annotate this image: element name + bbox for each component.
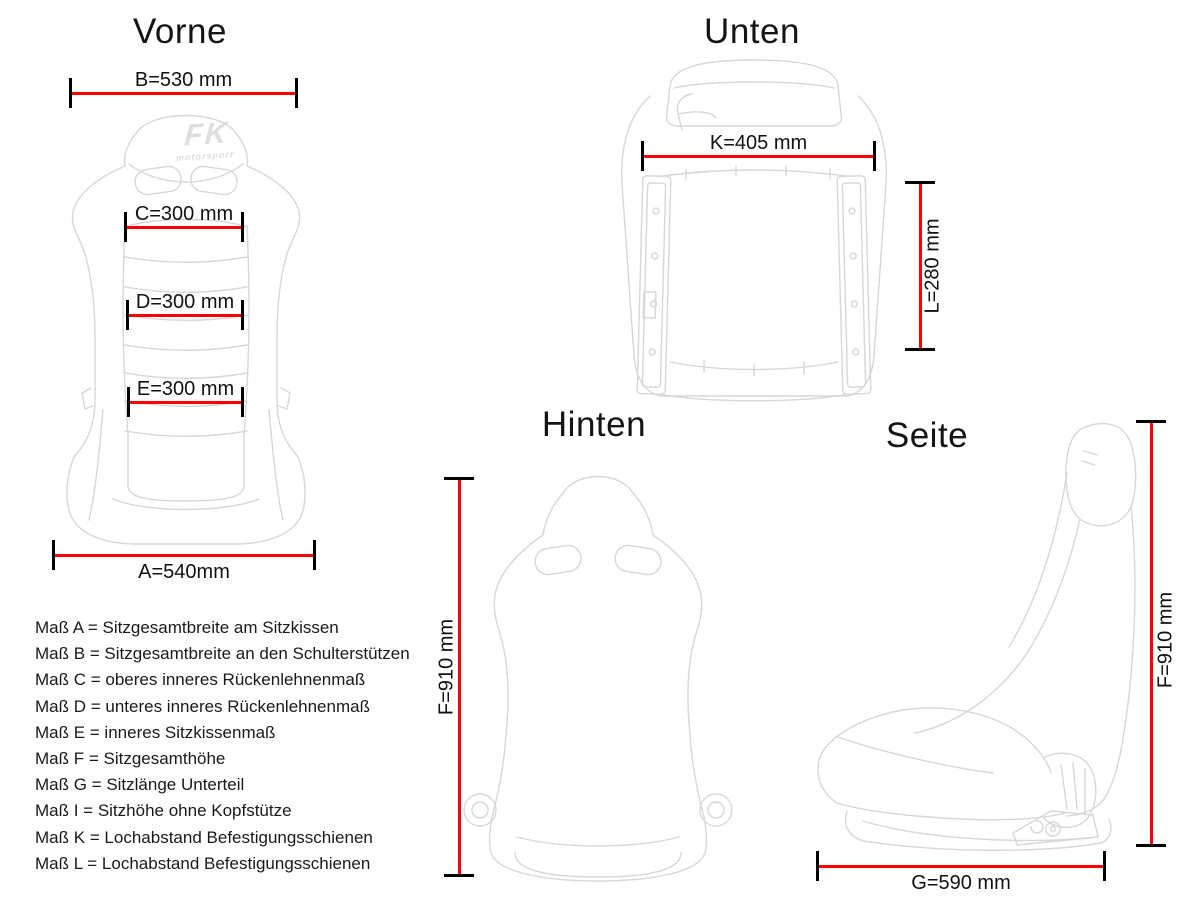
- legend-item-E: Maß E = inneres Sitzkissenmaß: [35, 722, 276, 742]
- dim-F-side-tick-bottom: [1136, 844, 1166, 847]
- dim-C-tick-left: [124, 212, 127, 242]
- title-front-view: Vorne: [133, 12, 227, 51]
- seat-bottom-sketch: [608, 56, 900, 406]
- dim-label-E: E=300 mm: [136, 378, 235, 400]
- dim-label-G: G=590 mm: [911, 872, 1011, 894]
- legend-item-A: Maß A = Sitzgesamtbreite am Sitzkissen: [35, 618, 339, 637]
- dim-line-B: [69, 69, 298, 108]
- legend-item-G: Maß G = Sitzlänge Unterteil: [35, 775, 245, 795]
- dim-line-K: [641, 132, 876, 171]
- legend-item-L: Maß L = Lochabstand Befestigungsschienen: [35, 853, 371, 873]
- fk-logo-subtext: motorsport: [175, 149, 235, 164]
- dim-L-tick-bottom: [905, 348, 935, 351]
- dim-K-red-line: [642, 155, 875, 158]
- dim-label-C: C=300 mm: [134, 203, 234, 225]
- fk-logo-text: FK: [183, 116, 230, 153]
- legend-item-C: Maß C = oberes inneres Rückenlehnenmaß: [35, 670, 366, 690]
- dim-B-red-line: [70, 92, 297, 95]
- dim-G-tick-left: [816, 851, 819, 881]
- dim-L-tick-top: [905, 181, 935, 184]
- dim-line-E: [127, 378, 244, 417]
- dim-label-D: D=300 mm: [135, 291, 235, 313]
- dim-G-tick-right: [1103, 851, 1106, 881]
- dim-A-tick-right: [313, 540, 316, 570]
- title-side-view: Seite: [885, 416, 969, 455]
- dim-K-tick-left: [641, 141, 644, 171]
- dim-line-G: [816, 851, 1106, 894]
- legend-item-D: Maß D = unteres inneres Rückenlehnenmaß: [35, 696, 370, 716]
- dim-D-red-line: [127, 314, 243, 317]
- dim-line-F-back: [435, 477, 474, 877]
- dim-label-B: B=530 mm: [134, 69, 233, 91]
- legend-item-F: Maß F = Sitzgesamthöhe: [35, 748, 226, 768]
- dim-label-L: L=280 mm: [921, 218, 944, 314]
- dim-F-side-red-line: [1150, 421, 1153, 846]
- dim-B-tick-right: [295, 78, 298, 108]
- fk-motorsport-logo: [147, 116, 266, 165]
- dim-D-tick-left: [126, 300, 129, 330]
- dim-F-back-tick-bottom: [444, 874, 474, 877]
- dim-line-D: [126, 291, 244, 330]
- dimension-legend: [35, 618, 410, 880]
- dim-C-red-line: [125, 226, 243, 229]
- dim-label-F-side: F=910 mm: [1154, 591, 1177, 689]
- legend-item-B: Maß B = Sitzgesamtbreite an den Schulterstützen: [35, 644, 410, 664]
- dim-B-tick-left: [69, 78, 72, 108]
- dim-line-A: [52, 540, 316, 583]
- dim-line-C: [124, 203, 244, 242]
- dim-A-tick-left: [52, 540, 55, 570]
- dim-K-tick-right: [873, 141, 876, 171]
- dim-E-tick-left: [127, 387, 130, 417]
- dim-F-side-tick-top: [1136, 420, 1166, 423]
- dim-line-F-side: [1136, 420, 1177, 847]
- seat-back-sketch: [462, 465, 734, 890]
- dim-F-back-tick-top: [444, 477, 474, 480]
- title-bottom-view: Unten: [704, 12, 800, 51]
- legend-item-I: Maß I = Sitzhöhe ohne Kopfstütze: [35, 801, 292, 821]
- dim-label-K: K=405 mm: [709, 132, 808, 154]
- dim-line-L: [905, 181, 944, 351]
- dim-E-tick-right: [241, 387, 244, 417]
- seat-side-sketch: [803, 413, 1138, 871]
- dim-G-red-line: [817, 865, 1105, 868]
- dim-E-red-line: [128, 401, 243, 404]
- dim-label-F-back: F=910 mm: [435, 618, 458, 716]
- dim-D-tick-right: [241, 300, 244, 330]
- dim-label-A: A=540mm: [138, 561, 230, 583]
- legend-item-K: Maß K = Lochabstand Befestigungsschienen: [35, 827, 373, 847]
- dim-A-red-line: [53, 554, 315, 557]
- title-back-view: Hinten: [541, 405, 647, 444]
- dim-C-tick-right: [241, 212, 244, 242]
